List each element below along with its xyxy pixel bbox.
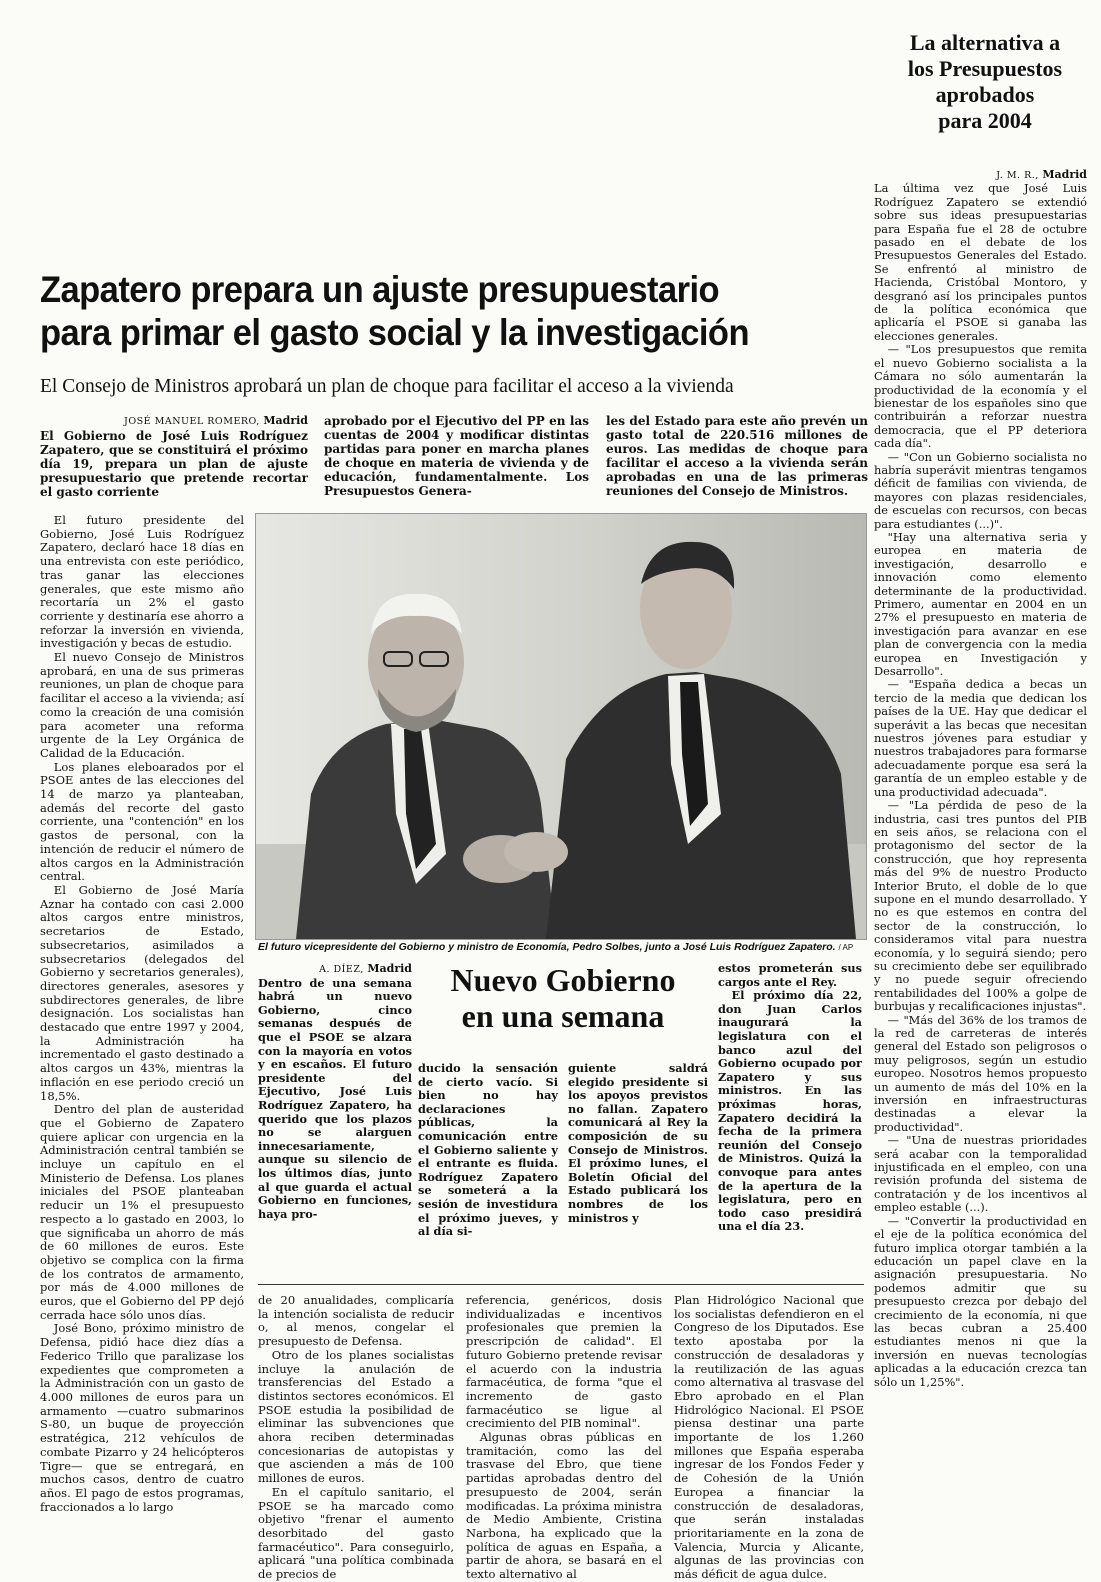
body-paragraph: referencia, genéricos, dosis individualizadas e incentivos profesionales que premien la prescripción de calidad". El futuro Gobierno pretende revisar el acuerdo con la industria farmacéutica, de forma "que el incremento de gasto farmacéutico se ligue al crecimiento del PIB nominal".	[466, 1293, 662, 1431]
box-column-c: guiente saldrá elegido presidente si los apoyos previstos no fallan. Zapatero comunicará al Rey la composición de su Consejo de Ministros. El próximo lunes, el Boletín Oficial del Estado publicará los nombres de los ministros y	[568, 1061, 708, 1225]
byline-place: Madrid	[263, 414, 308, 427]
lead-column-1	[40, 414, 308, 499]
byline-place: Madrid	[1042, 168, 1087, 181]
sidebar-heading-line: La alternativa a	[909, 30, 1061, 55]
byline-place: Madrid	[367, 962, 412, 975]
box-column-a	[258, 962, 412, 1221]
sidebar-heading-line: los Presupuestos	[907, 56, 1063, 81]
box-column-d	[718, 962, 862, 1234]
main-headline-line: Zapatero prepara un ajuste presupuestario	[40, 268, 720, 310]
sidebar-byline	[874, 168, 1087, 182]
body-paragraph: Dentro del plan de austeridad que el Gobierno de Zapatero quiere aplicar con urgencia en la Administración central también se incluye un capítulo en el Ministerio de Defensa. Los planes iniciales del PSOE planteaban reducir un 1% el presupuesto respecto a lo gastado en 2003, lo que significaba un ahorro de más de 60 millones de euros. Este objetivo se complica con la firma de los contratos de armamento, por más de 4.000 millones de euros, que el Gobierno del PP dejó cerrada hace sólo unos días.	[40, 1102, 244, 1322]
box-paragraph: El próximo día 22, don Juan Carlos inaugurará la legislatura con el banco azul del Gobierno ocupado por Zapatero y sus ministros. En las próximas horas, Zapatero decidirá la fecha de la primera reunión del Consejo de Ministros. Quizá la convoque para antes de la apertura de la legislatura, pero en todo caso presidirá una el día 23.	[718, 988, 862, 1234]
body-column-4	[674, 1294, 864, 1582]
sidebar-paragraph: La última vez que José Luis Rodríguez Zapatero se extendió sobre sus ideas presupuestarias para España fue el 28 de octubre pasado en el debate de los Presupuestos Generales del Estado. Se enfrentó al ministro de Hacienda, Cristóbal Montoro, y desgranó así los principales puntos de la política económica que aplicaría el PSOE si ganaba las elecciones generales.	[874, 181, 1087, 343]
body-paragraph: Los planes eleboarados por el PSOE antes de las elecciones del 14 de marzo ya planteaban, además del recorte del gasto corriente, una "contención" en los gastos de personal, con la intención de reducir el número de altos cargos en la Administración central.	[40, 759, 244, 884]
lead-column-2: aprobado por el Ejecutivo del PP en las cuentas de 2004 y modificar distintas partidas para poner en marcha planes de choque en materia de vivienda y de educación, fundamentalmente. Los Presupuestos Genera-	[324, 414, 589, 498]
byline-author: J. M. R.,	[996, 170, 1039, 181]
body-paragraph: Plan Hidrológico Nacional que los socialistas defendieron en el Congreso de los Diputados. Ese texto apostaba por la construcción de desaladoras y la reutilización de las aguas como alternativa al trasvase del Ebro aprobado en el Plan Hidrológico Nacional. El PSOE piensa destinar una parte importante de los 1.260 millones que España esperaba ingresar de los Fondos Feder y de Cohesión de la Unión Europea a financiar la construcción de desaladoras, que serán instaladas prioritariamente en la zona de Valencia, Murcia y Alicante, algunas de las provincias con más déficit de agua dulce.	[674, 1293, 864, 1582]
body-paragraph: El nuevo Consejo de Ministros aprobará, en una de sus primeras reuniones, un plan de choque para facilitar el acceso a la vivienda; así como la creación de una comisión para acometer una reforma urgente de la Ley Orgánica de Calidad de la Educación.	[40, 650, 244, 760]
news-photo	[255, 513, 867, 940]
main-byline	[40, 414, 308, 429]
sidebar-paragraph: — "España dedica a becas un tercio de la media que dedican los países de la UE. Hay que dedicar el superávit a las becas que necesitan nuestros jóvenes para estudiar y nuestros trabajadores para formarse adecuadamente porque esa será la garantía de un empleo estable y de una productividad adecuada".	[874, 677, 1087, 799]
main-headline-line: para primar el gasto social y la investigación	[40, 311, 749, 353]
photo-caption	[258, 941, 853, 953]
body-paragraph: José Bono, próximo ministro de Defensa, pidió hace diez días a Federico Trillo que paralizase los expedientes que comprometen a la Administración con un gasto de 4.000 millones de euros para un armamento —cuatro submarinos S-80, un buque de proyección estratégica, 212 vehículos de combate Pizarro y 24 helicópteros Tigre— que se entregará, en muchos casos, dentro de cuatro años. El pago de estos programas, fraccionados a lo largo	[40, 1321, 244, 1514]
body-paragraph: Algunas obras públicas en tramitación, como las del trasvase del Ebro, que tiene partidas aprobadas dentro del presupuesto de 2004, serán modificadas. La próxima ministra de Medio Ambiente, Cristina Narbona, ha explicado que la política de aguas en España, a partir de ahora, se basará en el texto alternativo al	[466, 1430, 662, 1582]
sidebar-heading-line: para 2004	[938, 108, 1032, 133]
lead-column-3: les del Estado para este año prevén un gasto total de 220.516 millones de euros. Las medidas de choque para facilitar el acceso a la vivienda serán aprobadas en una de las primeras reuniones del Consejo de Ministros.	[606, 414, 868, 498]
main-subheadline: El Consejo de Ministros aprobará un plan de choque para facilitar el acceso a la vivienda	[40, 376, 734, 397]
body-column-1	[40, 514, 244, 1514]
sidebar-heading-line: aprobados	[935, 82, 1035, 107]
main-headline	[40, 268, 749, 354]
sidebar-paragraph: — "Convertir la productividad en el eje de la política económica del futuro implica otorgar también a la educación un papel clave en la asignación presupuestaria. No podemos admitir que su presupuesto crezca por debajo del crecimiento de la economía, ni que las becas cubran a 25.400 estudiantes menos ni que la inversión en nuevas tecnologías aplicadas a la educación crezca tan sólo un 1,25%".	[874, 1213, 1087, 1389]
photo-illustration	[256, 514, 866, 939]
box-headline-line: Nuevo Gobierno	[450, 962, 676, 998]
box-paragraph: estos prometerán sus cargos ante el Rey.	[718, 961, 862, 989]
body-paragraph: Otro de los planes socialistas incluye la anulación de transferencias del Estado a distintos sectores económicos. El PSOE estudia la posibilidad de eliminar las subvenciones que ahora reciben determinadas concesionarias de autopistas y que ascienden a más de 100 millones de euros.	[258, 1347, 454, 1486]
sidebar-paragraph: — "Los presupuestos que remita el nuevo Gobierno socialista a la Cámara no sólo aumentarán la productividad de la economía y el bienestar de los españoles sino que contribuirán a reforzar nuestra democracia, que el PP deteriora cada día".	[874, 342, 1087, 451]
box-headline	[418, 962, 708, 1034]
body-column-3	[466, 1294, 662, 1582]
byline-author: A. DÍEZ,	[319, 964, 364, 975]
sidebar-paragraph: "Hay una alternativa seria y europea en materia de investigación, desarrollo e innovación como elemento determinante de la productividad. Primero, aumentar en 2004 en un 27% el presupuesto en materia de investigación para avanzar en ese plan de convergencia con la media europea en Investigación y Desarrollo".	[874, 529, 1087, 679]
body-paragraph: de 20 anualidades, complicaría la intención socialista de reducir o, al menos, congelar el presupuesto de Defensa.	[258, 1293, 454, 1349]
body-paragraph: En el capítulo sanitario, el PSOE se ha marcado como objetivo "frenar el aumento desorbitado del gasto farmacéutico". Para conseguirlo, aplicará "una política combinada de precios de	[258, 1484, 454, 1582]
photo-credit: / AP	[838, 943, 854, 952]
body-paragraph: El Gobierno de José María Aznar ha contado con casi 2.000 altos cargos entre ministros, secretarios de Estado, subsecretarios, asimilados a subsecretarios (delegados del Gobierno y secretarios generales), directores generales, asesores y subdirectores generales, de libre designación. Los socialistas han destacado que entre 1997 y 2004, la Administración ha incrementado el gasto destinado a altos cargos un 43%, mientras la inflación en ese periodo creció un 18,5%.	[40, 882, 244, 1103]
box-column-b: ducido la sensación de cierto vacío. Si bien no hay declaraciones públicas, la comunicación entre el Gobierno saliente y el entrante es fluida. Rodríguez Zapatero se someterá a la sesión de investidura el próximo jueves, y al día si-	[418, 1061, 558, 1239]
sidebar-paragraph: — "La pérdida de peso de la industria, casi tres puntos del PIB en seis años, se relaciona con el protagonismo del sector de la construcción, que hoy representa más del 9% de nuestro Producto Interior Bruto, el doble de lo que supone en el mundo desarrollado. Y no es que estemos en contra del sector de la construcción, lo consideramos vital para nuestra economía, y lo seguirá siendo; pero su crecimiento debe ser equilibrado y no puede seguir ofreciendo rentabilidades del 100% a golpe de burbujas y recalificaciones injustas".	[874, 798, 1087, 1014]
box-paragraph: Dentro de una semana habrá un nuevo Gobierno, cinco semanas después de que el PSOE se alzara con la mayoría en votos y en escaños. El futuro presidente del Ejecutivo, José Luis Rodríguez Zapatero, ha querido que los plazos no se alarguen innecesariamente, aunque su silencio de los últimos días, junto al que guarda el actual Gobierno en funciones, haya pro-	[258, 975, 412, 1221]
photo-caption-text: El futuro vicepresidente del Gobierno y ministro de Economía, Pedro Solbes, junto a José Luis Rodríguez Zapatero.	[258, 941, 836, 953]
box-byline	[258, 962, 412, 977]
sidebar-paragraph: — "Con un Gobierno socialista no habría superávit mientras tengamos déficit de familias con vivienda, de mayores con plazas residenciales, de escuelas con recursos, con becas para estudiantes (...)".	[874, 449, 1087, 531]
sidebar-paragraph: — "Una de nuestras prioridades será acabar con la temporalidad injustificada en el empleo, con una revisión profunda del sistema de contratación y de los incentivos al empleo estable (...).	[874, 1133, 1087, 1215]
box-divider	[258, 1284, 864, 1285]
sidebar-paragraph: — "Más del 36% de los tramos de la red de carreteras de interés general del Estado son peligrosos o muy peligrosos, según un estudio europeo. Nosotros hemos propuesto un aumento de más del 10% en la inversión en infraestructuras destinadas a elevar la productividad".	[874, 1012, 1087, 1134]
byline-author: JOSÉ MANUEL ROMERO,	[124, 416, 260, 427]
box-headline-line: en una semana	[461, 998, 665, 1034]
body-column-2	[258, 1294, 454, 1582]
body-paragraph: El futuro presidente del Gobierno, José Luis Rodríguez Zapatero, declaró hace 18 días en una entrevista con este periódico, tras ganar las elecciones generales, que este mismo año recortaría un 2% el gasto corriente y destinaría ese ahorro a reforzar la inversión en vivienda, investigación y becas de estudio.	[40, 513, 244, 651]
sidebar-heading	[870, 30, 1100, 134]
sidebar-column	[874, 168, 1087, 1389]
lead-text: El Gobierno de José Luis Rodríguez Zapatero, que se constituirá el próximo día 19, prepara un plan de ajuste presupuestario que pretende recortar el gasto corriente	[40, 428, 308, 499]
